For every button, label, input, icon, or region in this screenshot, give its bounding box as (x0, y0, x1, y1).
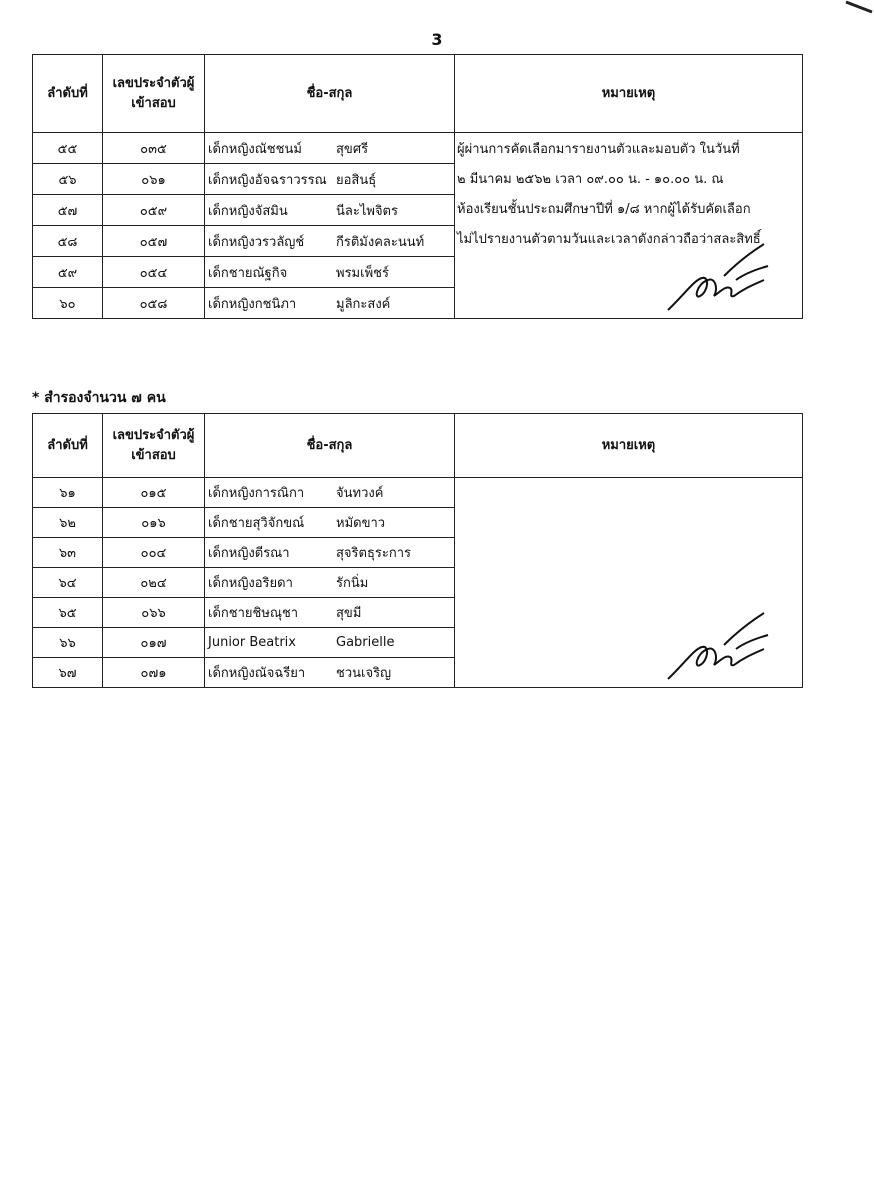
selected-students-table (32, 54, 803, 319)
student-first-name: เด็กหญิงการณิกา (208, 486, 305, 501)
row-order: ๖๐ (33, 288, 103, 319)
row-order: ๕๗ (33, 195, 103, 226)
row-order: ๖๗ (33, 658, 103, 688)
remark-cell (455, 478, 803, 688)
reserve-students-table (32, 413, 803, 688)
row-order: ๖๖ (33, 628, 103, 658)
row-exam-id: ๐๑๖ (103, 508, 205, 538)
row-exam-id: ๐๗๑ (103, 658, 205, 688)
row-order: ๖๑ (33, 478, 103, 508)
remark-text (455, 133, 802, 255)
remark-line: ไม่ไปรายงานตัวตามวันและเวลาดังกล่าวถือว่าสละสิทธิ์ (457, 232, 761, 247)
row-exam-id: ๐๓๕ (103, 133, 205, 164)
row-student-name (205, 257, 455, 288)
table-header-row (33, 55, 803, 133)
remark-line: ผู้ผ่านการคัดเลือกมารายงานตัวและมอบตัว ในวันที่ (457, 142, 740, 157)
header-remark: หมายเหตุ (455, 55, 803, 133)
student-last-name: สุจริตธุระการ (336, 546, 412, 561)
row-student-name (205, 288, 455, 319)
header-exam-id-line1: เลขประจำตัวผู้ (112, 75, 195, 91)
row-student-name (205, 164, 455, 195)
student-last-name: พรมเพ็ชร์ (336, 265, 389, 281)
row-exam-id: ๐๕๗ (103, 226, 205, 257)
header-exam-id (103, 55, 205, 133)
student-last-name: มูลิกะสงค์ (336, 296, 391, 312)
row-exam-id: ๐๑๕ (103, 478, 205, 508)
student-last-name: นีละไพจิตร (336, 203, 398, 219)
page-number: 3 (431, 30, 443, 49)
remark-line: ห้องเรียนชั้นประถมศึกษาปีที่ ๑/๘ หากผู้ได้รับคัดเลือก (457, 202, 751, 217)
student-last-name: จันทวงค์ (336, 486, 384, 501)
row-order: ๕๖ (33, 164, 103, 195)
student-last-name: สุขศรี (336, 141, 369, 157)
header-order: ลำดับที่ (33, 55, 103, 133)
student-first-name: เด็กหญิงตีรณา (208, 546, 290, 561)
student-first-name: เด็กหญิงอริยดา (208, 576, 293, 591)
header-exam-id-line1: เลขประจำตัวผู้ (112, 427, 195, 443)
student-first-name: เด็กหญิงณัจฉรียา (208, 666, 306, 681)
row-exam-id: ๐๒๔ (103, 568, 205, 598)
header-name: ชื่อ-สกุล (205, 55, 455, 133)
row-exam-id: ๐๑๗ (103, 628, 205, 658)
row-student-name (205, 478, 455, 508)
header-exam-id (103, 414, 205, 478)
row-order: ๖๔ (33, 568, 103, 598)
student-first-name: เด็กชายสุวิจักขณ์ (208, 516, 305, 531)
table-header-row (33, 414, 803, 478)
row-order: ๕๕ (33, 133, 103, 164)
row-order: ๖๓ (33, 538, 103, 568)
row-student-name (205, 658, 455, 688)
row-exam-id: ๐๕๘ (103, 288, 205, 319)
row-order: ๕๙ (33, 257, 103, 288)
student-first-name: เด็กชายชิษณุชา (208, 606, 299, 621)
header-name: ชื่อ-สกุล (205, 414, 455, 478)
row-exam-id: ๐๐๔ (103, 538, 205, 568)
row-order: ๖๕ (33, 598, 103, 628)
row-student-name (205, 538, 455, 568)
signature (664, 240, 774, 320)
row-student-name (205, 508, 455, 538)
row-student-name (205, 598, 455, 628)
table-row (33, 133, 803, 164)
header-exam-id-line2: เข้าสอบ (131, 95, 176, 111)
row-order: ๕๘ (33, 226, 103, 257)
row-student-name (205, 226, 455, 257)
scan-corner-mark (844, 0, 874, 20)
signature (664, 609, 774, 689)
header-order: ลำดับที่ (33, 414, 103, 478)
student-last-name: ยอสินธุ์ (336, 172, 377, 188)
row-exam-id: ๐๕๙ (103, 195, 205, 226)
student-first-name: เด็กหญิงวรวลัญช์ (208, 234, 305, 250)
row-student-name (205, 133, 455, 164)
student-last-name: สุขมี (336, 606, 362, 621)
header-remark: หมายเหตุ (455, 414, 803, 478)
row-student-name (205, 628, 455, 658)
student-first-name: เด็กหญิงจัสมิน (208, 203, 288, 219)
row-exam-id: ๐๖๑ (103, 164, 205, 195)
student-first-name: Junior Beatrix (208, 635, 296, 650)
row-exam-id: ๐๕๔ (103, 257, 205, 288)
student-first-name: เด็กหญิงอัจฉราวรรณ (208, 172, 327, 188)
table-row (33, 478, 803, 508)
student-first-name: เด็กหญิงณัชชนม์ (208, 141, 302, 157)
student-first-name: เด็กหญิงกชนิภา (208, 296, 297, 312)
reserve-list-title: * สำรองจำนวน ๗ คน (32, 390, 166, 406)
row-student-name (205, 195, 455, 226)
remark-cell (455, 133, 803, 319)
header-exam-id-line2: เข้าสอบ (131, 447, 176, 463)
student-last-name: ชวนเจริญ (336, 666, 392, 681)
student-last-name: รักนิ่ม (336, 576, 369, 591)
row-order: ๖๒ (33, 508, 103, 538)
remark-line: ๒ มีนาคม ๒๕๖๒ เวลา ๐๙.๐๐ น. - ๑๐.๐๐ น. ณ (457, 172, 724, 187)
row-student-name (205, 568, 455, 598)
row-exam-id: ๐๖๖ (103, 598, 205, 628)
student-last-name: Gabrielle (336, 635, 395, 650)
student-last-name: กีรติมังคละนนท์ (336, 234, 425, 250)
student-first-name: เด็กชายณัฐกิจ (208, 265, 288, 281)
student-last-name: หมัดขาว (336, 516, 386, 531)
